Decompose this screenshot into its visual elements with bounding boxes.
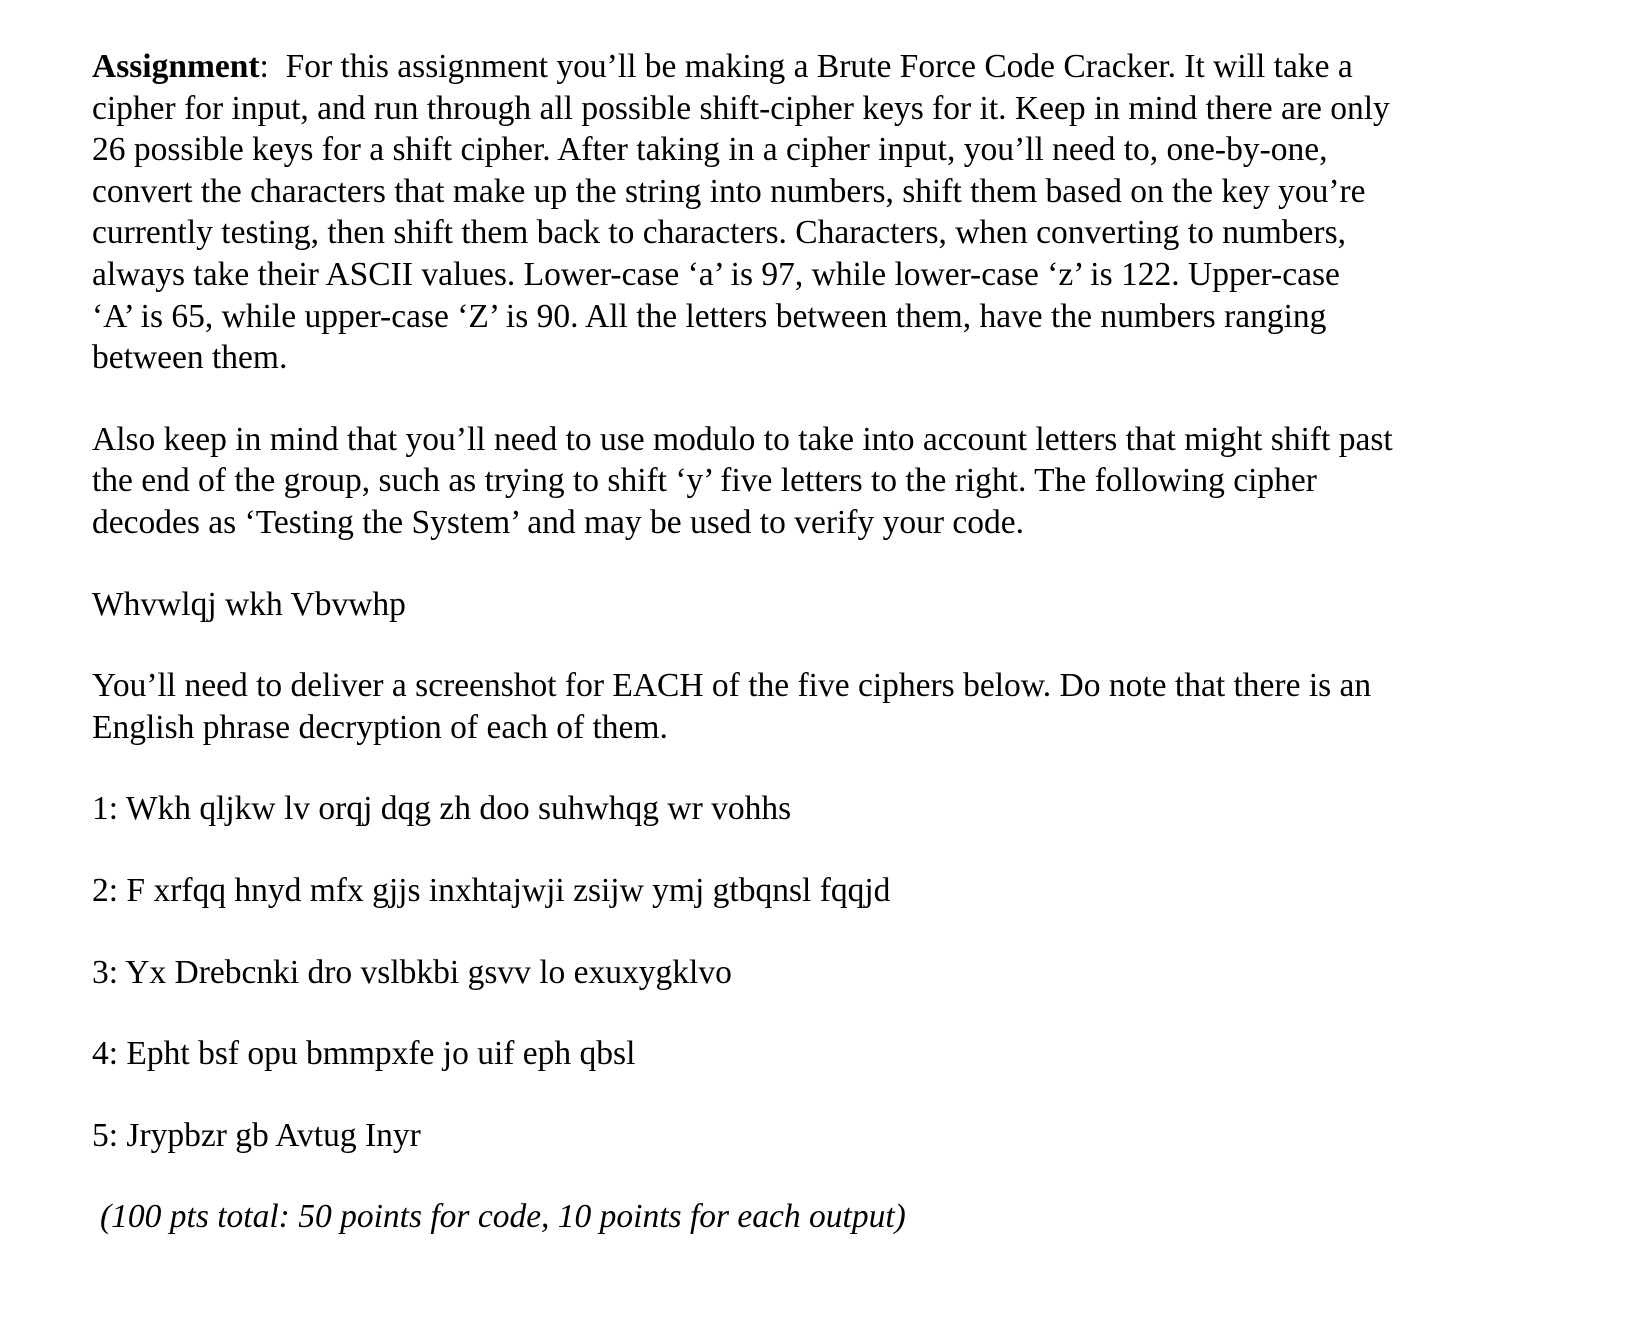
deliverables-paragraph: [92, 665, 1552, 748]
deliverables-line-1: You’ll need to deliver a screenshot for EACH of the five ciphers below. Do note that there is an: [92, 667, 1372, 705]
example-cipher: [92, 584, 1552, 626]
spacer: [92, 544, 1552, 584]
grading-note: (100 pts total: 50 points for code, 10 points for each output): [100, 1198, 906, 1236]
cipher-item-5: 5: Jrypbzr gb Avtug Inyr: [92, 1116, 421, 1154]
cipher-item-4: 4: Epht bsf opu bmmpxfe jo uif eph qbsl: [92, 1035, 636, 1073]
assignment-line-8: between them.: [92, 339, 288, 377]
cipher-item-2: 2: F xrfqq hnyd mfx gjjs inxhtajwji zsijw ymj gtbqnsl fqqjd: [92, 871, 891, 909]
spacer: [92, 748, 1552, 788]
spacer: [92, 830, 1552, 870]
spacer: [92, 993, 1552, 1033]
cipher-item-3: 3: Yx Drebcnki dro vslbkbi gsvv lo exuxygklvo: [92, 953, 732, 991]
spacer: [92, 912, 1552, 952]
assignment-line-2: cipher for input, and run through all possible shift-cipher keys for it. Keep in mind there are only: [92, 89, 1390, 127]
cipher-item-1: 1: Wkh qljkw lv orqj dqg zh doo suhwhqg wr vohhs: [92, 790, 792, 828]
modulo-paragraph: [92, 419, 1552, 544]
deliverables-line-2: English phrase decryption of each of them.: [92, 708, 668, 746]
assignment-line-7: ‘A’ is 65, while upper-case ‘Z’ is 90. All the letters between them, have the numbers ranging: [92, 297, 1327, 335]
modulo-line-1: Also keep in mind that you’ll need to use modulo to take into account letters that might shift past: [92, 420, 1393, 458]
modulo-line-3: decodes as ‘Testing the System’ and may be used to verify your code.: [92, 503, 1024, 541]
spacer: [92, 379, 1552, 419]
assignment-line-4: convert the characters that make up the string into numbers, shift them based on the key you’re: [92, 172, 1366, 210]
modulo-line-2: the end of the group, such as trying to shift ‘y’ five letters to the right. The following cipher: [92, 462, 1317, 500]
assignment-text-1: For this assignment you’ll be making a Brute Force Code Cracker. It will take a: [285, 48, 1353, 85]
assignment-line-3: 26 possible keys for a shift cipher. After taking in a cipher input, you’ll need to, one-by-one,: [92, 131, 1328, 169]
spacer: [92, 1075, 1552, 1115]
assignment-line-5: currently testing, then shift them back to characters. Characters, when converting to numbers,: [92, 214, 1346, 252]
cipher-list: [92, 788, 1552, 1156]
example-cipher-text: Whvwlqj wkh Vbvwhp: [92, 585, 406, 623]
spacer: [92, 1156, 1552, 1196]
assignment-line-6: always take their ASCII values. Lower-case ‘a’ is 97, while lower-case ‘z’ is 122. Upper-case: [92, 255, 1340, 293]
document-page: [92, 46, 1552, 1238]
assignment-paragraph: [92, 46, 1552, 379]
assignment-line-1: [92, 46, 1552, 88]
assignment-label: Assignment: [92, 48, 260, 85]
spacer: [92, 625, 1552, 665]
assignment-label-suffix: :: [259, 48, 286, 85]
